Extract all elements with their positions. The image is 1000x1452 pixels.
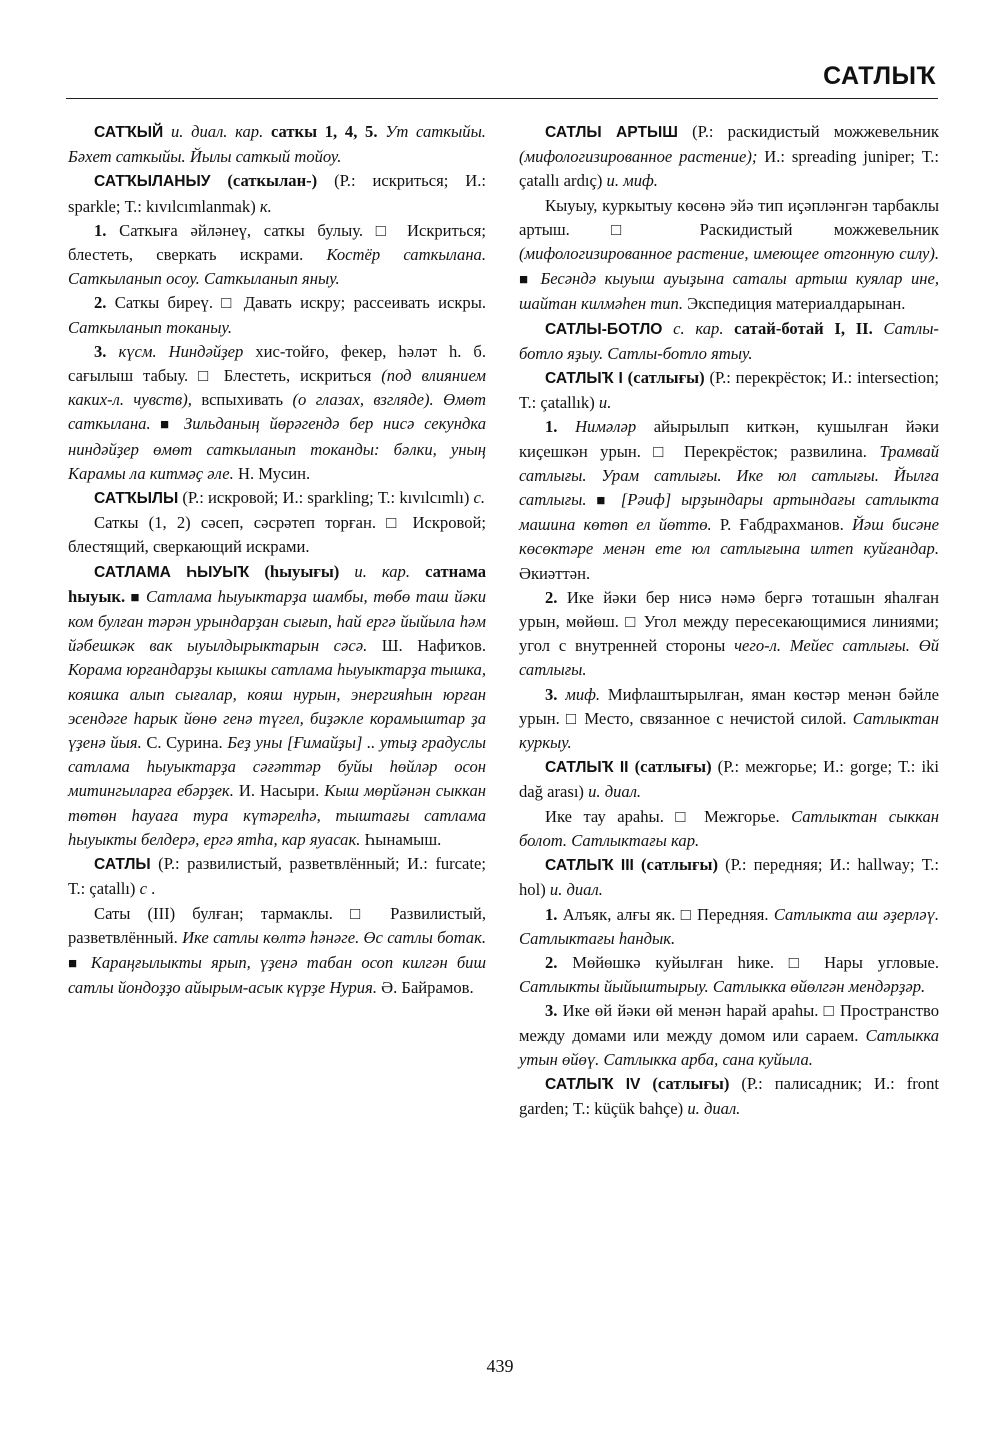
dictionary-paragraph (519, 120, 939, 194)
dictionary-paragraph (68, 852, 486, 901)
plain-text: Ике тау араһы. □ Межгорье. (545, 806, 792, 826)
dictionary-paragraph (519, 317, 939, 366)
dictionary-paragraph (68, 902, 486, 1001)
plain-text: И. Насыри. (233, 781, 325, 801)
bold-text: (сатлығы) (641, 855, 718, 875)
italic-text: с. кар. (673, 318, 724, 338)
plain-text (157, 342, 169, 361)
bold-text: 1. (94, 220, 107, 240)
example-marker: ■ (68, 955, 91, 972)
headword: САТЛЫ АРТЫШ (545, 124, 678, 141)
italic-text: Корама юрғандарҙы кышкы сатлама һыуыктарҙа тышка, кояшка алып сығалар, кояш нурын, энергияһын юрған эсендәге һарык йөнө генә түгел, биҙәкле корамыштар ҙа үҙенә йыя. (68, 660, 486, 753)
dictionary-paragraph (519, 903, 939, 951)
plain-text: (Р.: искровой; И.: sparkling; Т.: kıvılcımlı) (178, 488, 474, 508)
bold-text: 2. (94, 293, 107, 313)
plain-text: И.: spreading juniper; Т.: çatallı ardıç) (519, 147, 939, 191)
plain-text (163, 122, 171, 141)
italic-text: (мифологизированное растение, имеющее отгонную силу). (519, 244, 939, 264)
bold-text: 1. (545, 417, 558, 437)
italic-text: (под влиянием каких-л. чувств), (68, 366, 486, 410)
plain-text: Әкиәттән. (519, 563, 591, 583)
dictionary-paragraph (519, 805, 939, 853)
plain-text (873, 319, 884, 338)
headword: САТЛЫҠ I (545, 370, 623, 388)
headword: САТҠЫЛЫ (94, 490, 179, 508)
italic-text: Сатлыкта аш әҙерләү. Сатлыктағы һандык. (519, 904, 940, 948)
dictionary-paragraph (519, 1072, 939, 1121)
plain-text (210, 171, 227, 190)
italic-text: Сатлыкка утын өйөү. Сатлыкка арба, сана куйыла. (519, 1025, 939, 1069)
dictionary-paragraph (519, 683, 939, 756)
plain-text: Н. Мусин. (233, 463, 311, 483)
dictionary-paragraph (519, 853, 939, 902)
page-number: 439 (486, 1356, 514, 1376)
italic-text: (мифологизированное растение); (519, 147, 758, 167)
headword: САТЛЫ (94, 856, 151, 874)
plain-text (723, 319, 734, 338)
plain-text: (Р.: палисадник; И.: front garden; Т.: küçük bahçe) (519, 1073, 939, 1119)
italic-text: Сатлы-ботло яҙыу. Сатлы-ботло ятыу. (519, 318, 939, 363)
plain-text: Кыуыу, куркытыу көсөнә эйә тип иҫәпләнгән тарбаклы артыш. □ Раскидистый можжевельник (519, 195, 939, 239)
running-head: САТЛЫҠ (823, 62, 936, 90)
dictionary-paragraph (68, 486, 486, 511)
plain-text: С. Сурина. (141, 733, 228, 753)
italic-text: Нимәләр (575, 417, 637, 437)
plain-text: (Р.: межгорье; И.: gorge; Т.: iki dağ arası) (519, 757, 939, 802)
italic-text: Сатлыктан куркыу. (519, 708, 939, 753)
plain-text (249, 562, 264, 581)
bold-text: (һыуығы) (264, 561, 340, 581)
italic-text: чего-л. Мейес сатлығы. Өй сатлығы. (519, 636, 940, 680)
italic-text: и. диал. (687, 1099, 741, 1119)
bold-text: 2. (545, 952, 558, 972)
plain-text: Экспедиция материалдарынан. (683, 294, 906, 314)
italic-text: Ниндәйҙер (168, 341, 244, 361)
dictionary-paragraph (68, 169, 486, 218)
bold-text: 1. (545, 904, 558, 924)
plain-text: Алъяк, алғы як. □ Передняя. (557, 904, 774, 924)
bold-text: (сатлығы) (627, 368, 705, 388)
italic-text: Зильданың йөрәгендә бер нисә секундка ниндәйҙер өмөт саткыланып токанды: бәлки, уның Карамы ла китмәҫ әле. (68, 414, 486, 483)
italic-text: Бесәндә кыуыш ауыҙына саталы артыш куялар ине, шайтан килмәһен тип. (519, 269, 939, 314)
dictionary-paragraph (519, 415, 939, 585)
italic-text: Ике сатлы көлтә һәнәге. Өс сатлы ботак. (182, 927, 486, 947)
dictionary-paragraph (68, 340, 486, 486)
italic-text: с. (473, 488, 486, 508)
plain-text (640, 1074, 652, 1093)
bold-text: саткы 1, 4, 5. (270, 122, 378, 141)
italic-text: Өмөт саткылана. (68, 390, 486, 434)
dictionary-paragraph (68, 511, 486, 559)
headword: САТЛЫ-БОТЛО (545, 320, 663, 338)
right-column (519, 120, 939, 1121)
italic-text: Караңғылыкты ярып, үҙенә табан осоп килгән биш сатлы йондоҙҙо айырым-асык күрҙе Нурия. (68, 952, 486, 998)
plain-text: (Р.: перекрёсток; И.: intersection; Т.: çatallık) (519, 368, 939, 413)
italic-text: и. миф. (606, 171, 658, 191)
bold-text: сатнама һыуык. (68, 561, 487, 606)
dictionary-paragraph (519, 951, 939, 999)
plain-text (557, 417, 575, 436)
headword: САТЛЫҠ II (545, 759, 629, 777)
plain-text: Саткы биреү. □ Давать искру; рассеивать искры. (106, 293, 486, 313)
italic-text: и. диал. кар. (170, 122, 264, 141)
italic-text: [Рәиф] ырҙындары артындағы сатлыкта машина көтөп ел йөттө. (519, 490, 939, 535)
italic-text: с (139, 879, 147, 899)
italic-text: күсм. (118, 341, 157, 361)
example-marker: ■ (125, 589, 146, 606)
italic-text: Костёр саткылана. Саткыланып осоу. Саткыланып яныу. (68, 245, 486, 289)
plain-text: Ш. Нафиҡов. (367, 636, 486, 656)
plain-text: хис-тойғо, фекер, һәләт һ. б. сағылыш табыу. □ Блестеть, искриться (68, 341, 486, 386)
italic-text: миф. (565, 684, 601, 704)
bold-text: 3. (545, 684, 558, 704)
headword: САТҠЫЙ (94, 124, 164, 141)
plain-text: . (146, 879, 156, 899)
plain-text (634, 855, 641, 874)
plain-text: Мифлаштырылған, яман көстәр менән бәйле урын. □ Место, связанное с нечистой силой. (519, 684, 939, 728)
dictionary-paragraph (519, 194, 939, 317)
dictionary-paragraph (519, 586, 939, 683)
italic-text: и. (598, 393, 612, 413)
dictionary-paragraph (519, 999, 939, 1072)
plain-text: Мөйөшкә куйылған һике. □ Нары угловые. (557, 952, 939, 972)
bold-text: (сатлығы) (652, 1073, 730, 1093)
italic-text: Йәш бисәне көсөктәре менән ете юл сатлығына илтеп куйғандар. (519, 515, 939, 559)
italic-text: к. (259, 196, 272, 216)
italic-text: и. диал. (549, 880, 603, 900)
header-rule (66, 98, 938, 99)
bold-text: (саткылан-) (227, 171, 318, 191)
plain-text: Саткы (1, 2) сәсеп, сәсрәтеп торған. □ Искровой; блестящий, сверкающий искрами. (68, 513, 486, 557)
dictionary-paragraph (68, 219, 486, 292)
plain-text: Ике өй йәки өй менән һарай араһы. □ Пространство между домами или между домом или сараем. (519, 1001, 939, 1045)
italic-text: Сатлыктан сыккан болот. Сатлыктағы кар. (519, 806, 939, 850)
plain-text (410, 562, 425, 581)
dictionary-paragraph (519, 755, 939, 804)
headword: САТЛЫҠ III (545, 857, 634, 875)
italic-text: Саткыланып токаныу. (68, 317, 232, 337)
italic-text: и. кар. (354, 561, 411, 581)
plain-text (339, 562, 354, 581)
plain-text: Ике йәки бер нисә нәмә бергә тоташын яһалған урын, мөйөш. □ Угол между пересекающимися линиями; угол с внутренней стороны (519, 587, 939, 656)
bold-text: 2. (545, 587, 558, 607)
plain-text: Р. Ғабдрахманов. (711, 515, 852, 535)
headword: САТЛЫҠ IV (545, 1075, 641, 1093)
plain-text: Һынамыш. (360, 829, 442, 849)
plain-text: Саты (III) булған; тармаклы. □ Развилистый, разветвлённый. (68, 903, 486, 947)
plain-text (434, 390, 443, 409)
plain-text: (Р.: передняя; И.: hallway; Т.: hol) (519, 855, 939, 900)
left-column (68, 120, 486, 1000)
plain-text: (Р.: искриться; И.: sparkle; Т.: kıvılcımlanmak) (68, 171, 486, 216)
italic-text: Сатлыкты йыйыштырыу. Сатлыкка өйөлгән мендәрҙәр. (519, 977, 926, 997)
headword: САТҠЫЛАНЫУ (94, 173, 211, 191)
plain-text: айырылып киткән, кушылған йәки киҫешкән урын. □ Перекрёсток; развилина. (519, 417, 939, 461)
bold-text: сатай-ботай I, II. (734, 318, 873, 338)
dictionary-paragraph (68, 560, 486, 852)
plain-text: (Р.: раскидистый можжевельник (677, 122, 939, 141)
plain-text: Саткыға әйләнеү, саткы булыу. □ Искриться; блестеть, сверкать искрами. (68, 220, 486, 265)
plain-text: (Р.: развилистый, разветвлённый; И.: furcate; Т.: çatallı) (68, 854, 486, 899)
plain-text (263, 122, 271, 141)
dictionary-paragraph (68, 291, 486, 339)
italic-text: (о глазах, взгляде). (292, 390, 434, 410)
italic-text: Сатлама һыуыктарҙа шамбы, төбө таш йәки ком булған тәрән урындарҙан сығып, һай ергә йыйыла һәм йәбешкәк вак ыуылдырыктарын сәсә. (68, 586, 486, 656)
example-marker: ■ (519, 272, 541, 289)
example-marker: ■ (586, 493, 621, 510)
italic-text: Ут саткыйы. Бәхет саткыйы. Йылы саткый тойоу. (68, 122, 486, 167)
plain-text: вспыхивать (191, 390, 293, 410)
italic-text: Кыш мөрйәнән сыккан төтөн һауаға тура күтәрелһә, тыштағы сатлама һыуыкты белдерә, ергә ятһа, кар яуасак. (68, 781, 487, 849)
bold-text: 3. (94, 341, 107, 361)
italic-text: Беҙ уны [Ғимайҙы] .. утыҙ градуслы сатлама һыуыктарҙа сәғәттәр буйы һөйләр осон митингыларға ебәрҙек. (68, 733, 487, 801)
headword: САТЛАМА ҺЫУЫҠ (94, 563, 250, 581)
dictionary-paragraph (68, 120, 486, 169)
italic-text: Трамвай сатлығы. Урам сатлығы. Ике юл сатлығы. Йылға сатлығы. (519, 441, 939, 510)
bold-text: (сатлығы) (634, 757, 712, 777)
bold-text: 3. (545, 1001, 558, 1021)
plain-text (106, 342, 118, 361)
plain-text: Ә. Байрамов. (376, 978, 474, 998)
dictionary-paragraph (519, 366, 939, 415)
plain-text (662, 319, 673, 338)
example-marker: ■ (150, 417, 185, 434)
italic-text: и. диал. (588, 782, 642, 802)
